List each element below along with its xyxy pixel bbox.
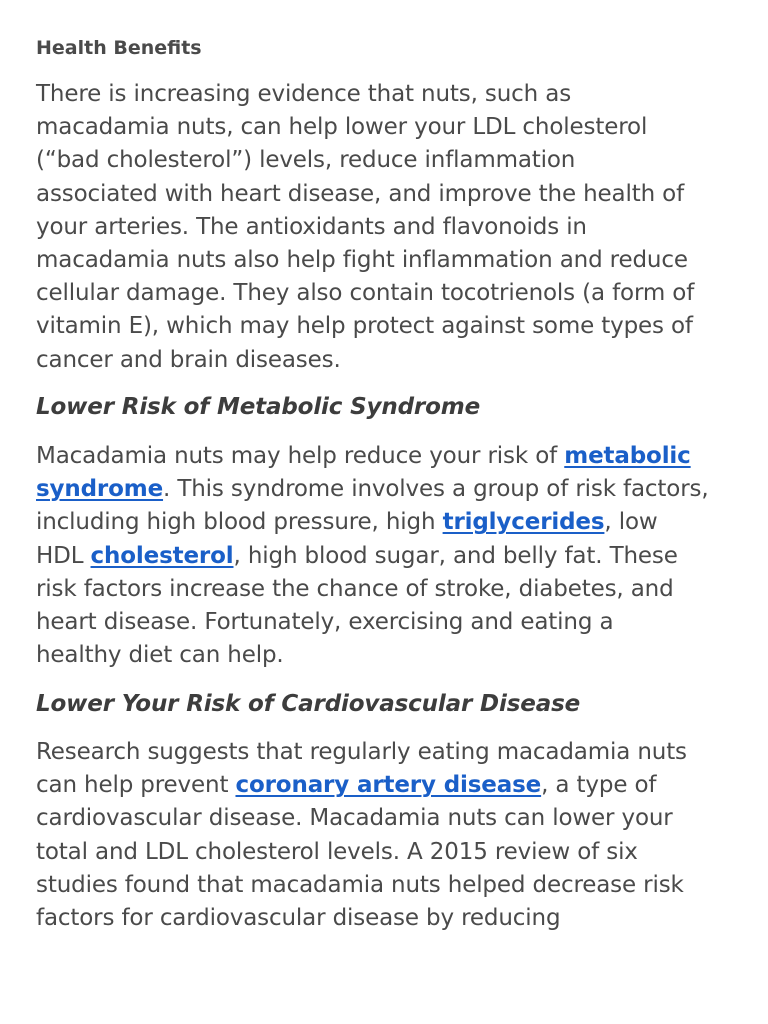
paragraph-line: cancer and brain diseases. (36, 346, 341, 373)
text-run: can help prevent (36, 772, 236, 799)
paragraph-line: total and LDL cholesterol levels. A 2015 review of six (36, 838, 638, 865)
paragraph-line: your arteries. The antioxidants and flavonoids in (36, 213, 587, 240)
paragraph-line: vitamin E), which may help protect against some types of (36, 313, 693, 340)
paragraph-line: heart disease. Fortunately, exercising and eating a (36, 609, 614, 636)
paragraph-line: cellular damage. They also contain tocotrienols (a form of (36, 280, 695, 307)
text-run: , high blood sugar, and belly fat. These (233, 542, 678, 569)
paragraph-line (36, 440, 736, 473)
text-run: . This syndrome involves a group of risk factors, (163, 476, 709, 503)
text-run: including high blood pressure, high (36, 509, 443, 536)
paragraph-line: cardiovascular disease. Macadamia nuts can lower your (36, 805, 673, 832)
cardiovascular-disease-heading: Lower Your Risk of Cardiovascular Disease (36, 691, 581, 717)
metabolic-syndrome-heading: Lower Risk of Metabolic Syndrome (36, 394, 481, 420)
cholesterol-link[interactable]: cholesterol (90, 542, 234, 569)
paragraph-line (36, 506, 736, 539)
text-run: , a type of (541, 772, 657, 799)
text-run: Macadamia nuts may help reduce your risk of (36, 443, 565, 469)
paragraph-line (36, 540, 736, 573)
cardiovascular-disease-paragraph (36, 736, 736, 935)
metabolic-syndrome-link[interactable]: metabolic (564, 443, 691, 469)
paragraph-line: studies found that macadamia nuts helped decrease risk (36, 871, 684, 898)
paragraph-line: There is increasing evidence that nuts, such as (36, 81, 572, 107)
paragraph-line: Research suggests that regularly eating macadamia nuts (36, 739, 687, 765)
paragraph-line: macadamia nuts, can help lower your LDL cholesterol (36, 114, 648, 141)
paragraph-line: macadamia nuts also help fight inflammation and reduce (36, 247, 688, 274)
paragraph-line: healthy diet can help. (36, 642, 284, 669)
paragraph-line: (“bad cholesterol”) levels, reduce inflammation (36, 147, 576, 174)
coronary-artery-disease-link[interactable]: coronary artery disease (235, 772, 542, 799)
text-run: , low (604, 509, 658, 536)
paragraph-line (36, 769, 736, 802)
paragraph-line: associated with heart disease, and improve the health of (36, 180, 685, 207)
metabolic-syndrome-paragraph (36, 440, 736, 672)
intro-paragraph (36, 78, 736, 377)
section-label: Health Benefits (36, 37, 202, 59)
triglycerides-link[interactable]: triglycerides (442, 509, 605, 536)
text-run: HDL (36, 542, 91, 569)
metabolic-syndrome-link-continued[interactable]: syndrome (36, 476, 164, 503)
paragraph-line: risk factors increase the chance of stroke, diabetes, and (36, 575, 674, 602)
paragraph-line (36, 473, 736, 506)
paragraph-line: factors for cardiovascular disease by reducing (36, 905, 561, 932)
